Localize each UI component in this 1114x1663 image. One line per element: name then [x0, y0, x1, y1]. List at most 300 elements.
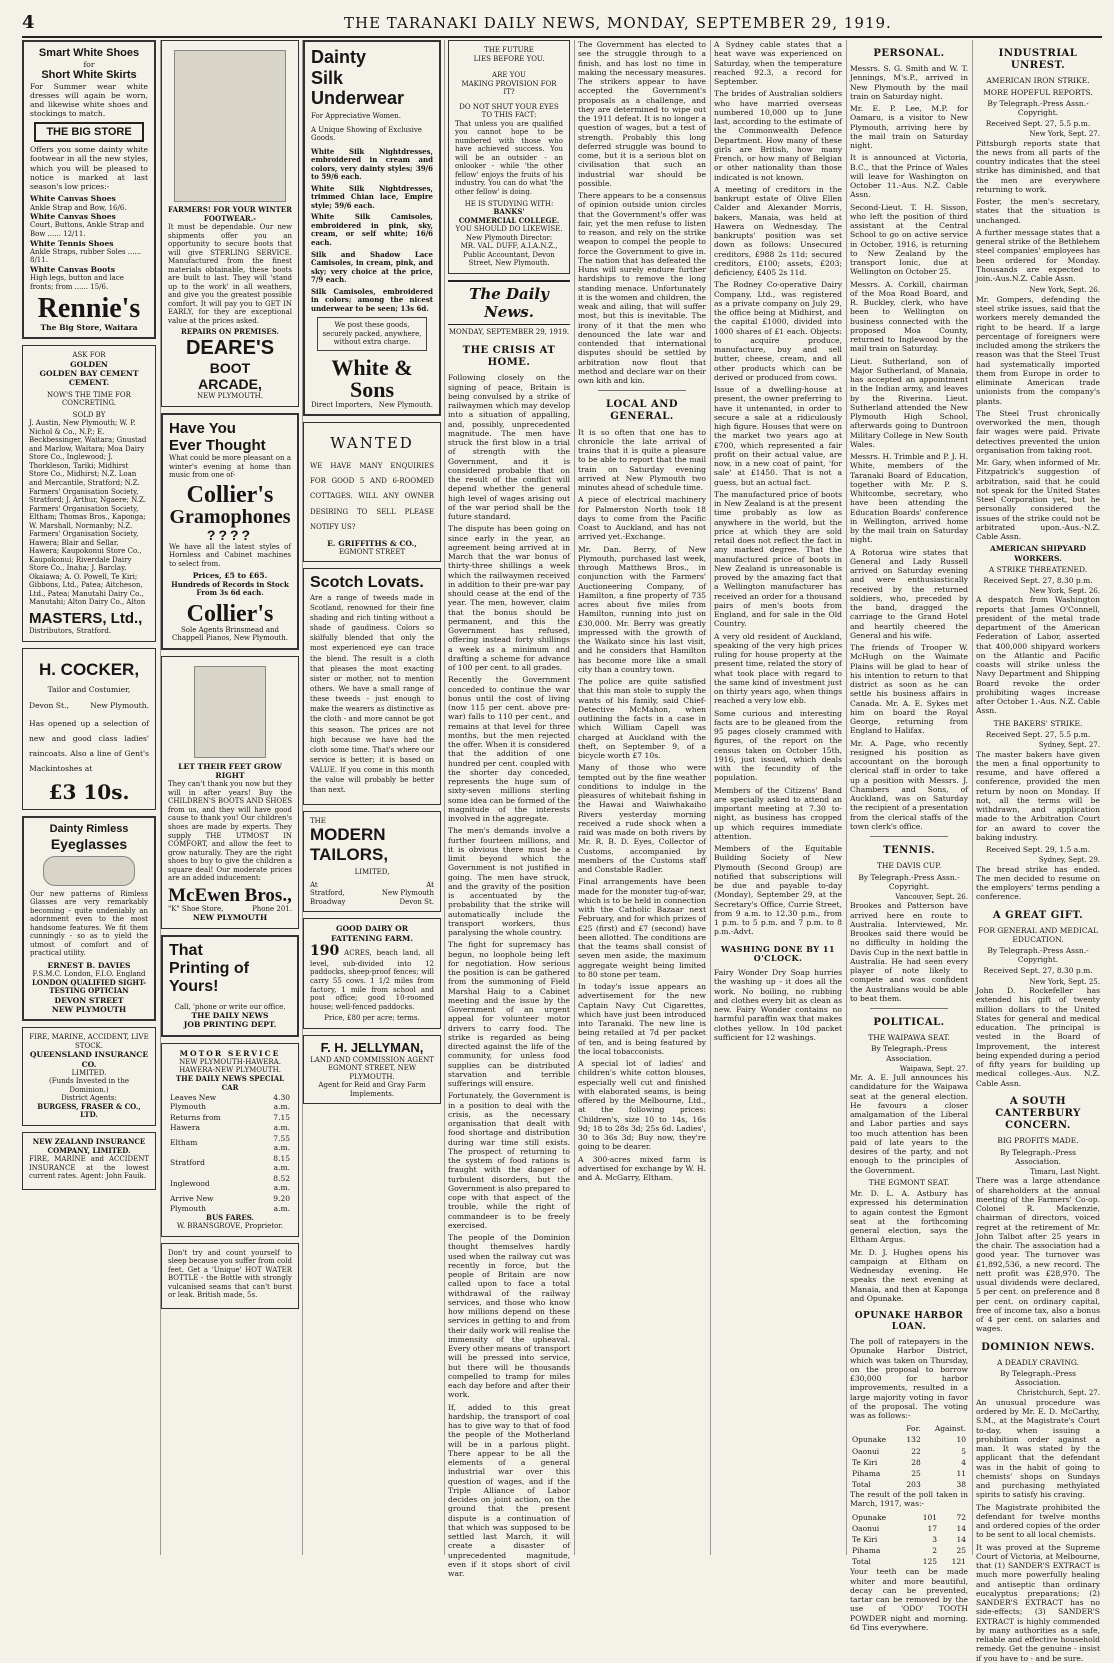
news-paragraph: A 300-acres mixed farm is advertised for exchange by W. H. and A. McGarry, Eltham.	[578, 1154, 706, 1183]
stop-name: Inglewood	[170, 1178, 210, 1188]
schedule-row	[168, 1173, 292, 1193]
credit-line: By Telegraph.-Press Assn.-Copyright.	[987, 98, 1089, 117]
poll-cell: 132	[906, 1435, 921, 1445]
ad-line: CEMENT.	[68, 378, 110, 388]
ads-column-2	[160, 40, 299, 1555]
scotch-lovats-ad	[303, 568, 441, 804]
tailors-locations	[310, 881, 434, 890]
received-line: Received Sept. 27, 8.30 p.m.	[983, 575, 1093, 585]
subhead: AMERICAN SHIPYARD WORKERS.	[990, 544, 1086, 563]
ad-line: Sole Agents Brinsmead and Chappell Pianos, New Plymouth.	[171, 625, 289, 643]
news-paragraph: Pittsburgh reports state that the news from all parts of the country indicates that the steel strike has diminished, and that the men are everywhere returning to work.	[976, 138, 1100, 194]
subhead: A DEADLY CRAVING.	[996, 1357, 1080, 1367]
masters-brand: MASTERS, Ltd.,	[29, 609, 143, 627]
poll-cell: 203	[906, 1480, 921, 1489]
received-line: Received Sept. 27, 8.30 p.m.	[983, 966, 1093, 976]
news-paragraph: Mr. D. J. Hughes opens his campaign at Eltham on Wednesday evening. He speaks the next evening at Manaia, and then at Kaponga and Opunake.	[850, 1247, 968, 1303]
editorial-paragraph: Following closely on the signing of peace, Britain is being convulsed by a strike of railwaymen which may develop into a situation of appalling, and, possibly, unprecedented magnitude. The men have struck the first blow in a trial of strength with the Government, and it is considered probable that on the result of the conflict will depend whether the general high level of wages arising out of the war period shall be the future standard.	[448, 373, 570, 521]
stop-time: 7.55 a.m.	[273, 1133, 290, 1152]
poll-row	[850, 1457, 968, 1468]
ad-line: NEW PLYMOUTH.	[197, 392, 263, 401]
shoe-item	[30, 212, 148, 238]
shop-name: "K" Shoe Store,	[168, 904, 224, 913]
received-line: Received Sept. 27, 5.5 p.m.	[985, 729, 1091, 739]
white-sons-name: White & Sons	[331, 354, 413, 402]
motor-service-ad	[161, 1043, 299, 1237]
ad-line: COMMERCIAL COLLEGE.	[458, 215, 560, 225]
ad-heading: Printing of	[169, 959, 249, 977]
cocker-ad	[22, 648, 156, 810]
post-note: We post these goods, securely packed, anywhere, without extra charge.	[317, 317, 427, 351]
poll-cell: 72	[956, 1512, 966, 1522]
deares-ad	[161, 40, 299, 407]
editorial-title: THE CRISIS AT HOME.	[462, 344, 556, 369]
news-paragraph: Mr. D. L. A. Astbury has expressed his determination to again contest the Egmont seat at the forthcoming general election, says the Eltham Argus.	[850, 1189, 968, 1245]
agent-name: BURGESS, FRASER & CO., LTD.	[37, 1101, 141, 1120]
poll-col: Against.	[934, 1424, 966, 1434]
news-paragraph: A very old resident of Auckland, speaking of the very high prices ruling for house property at the present time, related the story of what took place with regard to the same kind of investment just on thirty years ago, when things reached a very low ebb.	[714, 631, 842, 706]
news-paragraph: Mr. Dan. Berry, of New Plymouth, purchased last week, through Matthews Bros., in conjunction with the Farmers' Auctioneering Company, of Hamilton, a fine property of 735 acres about five miles from Hamilton, running into just on £30,000. Mr. Berry was greatly impressed with the growth of the Waikato since his last visit, and he considers that Hamilton has become more like a small city than a country town.	[578, 544, 706, 674]
jellyman-ad	[303, 1035, 441, 1105]
ad-heading: That	[169, 941, 203, 959]
news-paragraph: The result of the poll taken in March, 1917, was:-	[850, 1490, 968, 1509]
poll-cell: Total	[852, 1480, 871, 1489]
poll-cell: 38	[956, 1480, 966, 1489]
poll-cell: 3	[932, 1534, 938, 1544]
poll-cell: 25	[911, 1468, 921, 1478]
news-paragraph: Your teeth can be made whiter and more beautiful, decay can be prevented, tartar can be removed by the use of 'ODO' TOOTH POWDER night and morning. 6d Tins everywhere.	[850, 1567, 968, 1632]
editorial-paragraph: Fortunately, the Government is in a position to deal with the crisis, as the necessary organisation that dealt with food shortage and distribution during war time still exists. The prospect of returning to the system of food rations is fraught with the danger of turbulent disorders, but the Government is also prepared to cope with that aspect of the trouble, while the right of commandeer is to be freely exercised.	[448, 1091, 570, 1230]
ad-heading: Smart White Shoes	[38, 47, 140, 59]
ad-body: WE HAVE MANY ENQUIRIES FOR GOOD 5 AND 6-ROOMED COTTAGES. WILL ANY OWNER DESIRING TO SELL PLEASE NOTIFY US?	[310, 461, 434, 532]
news-paragraph: A further message states that a general strike of the Bethlehem steel companies' employees has been ordered for Monday. Thousands are expected to join.-Aus.N.Z. Cable Assn.	[976, 227, 1100, 284]
schedule-row	[168, 1133, 292, 1153]
subhead: FOR GENERAL AND MEDICAL EDUCATION.	[978, 925, 1098, 945]
shoe-item	[30, 265, 148, 291]
banks-college-ad	[448, 40, 570, 274]
ad-body: It must be dependable. Our new shipments offer you an opportunity to secure boots that will give STERLING SERVICE. Manufactured from the finest materials obtainable, these boots are built to last. They will 'stand up to the work' in all weathers, and give you the greatest possible comfort. It will pay you to GET IN EARLY, for they are exceptional value at the prices asked.	[168, 223, 292, 325]
ad-body: What could be more pleasant on a winter's evening at home than music from one of-	[169, 454, 291, 480]
ad-line: THE FUTURE	[484, 46, 534, 54]
news-paragraph: A Sydney cable states that a heat wave was experienced on Saturday, when the temperature reached 92.3, a record for September.	[714, 40, 842, 86]
colliers-name: Collier's	[186, 481, 274, 508]
editorial-column	[444, 40, 573, 1578]
news-paragraph: Mr. A. Page, who recently resigned his position as accountant on the borough clerical staff in order to take up a position with Messrs. J. Chambers and Sons, of Auckland, was on Saturday the recipient of a presentation from the clerical staffs of the town clerk's office.	[850, 738, 968, 831]
poll-results-table	[850, 1423, 968, 1490]
news-paragraph: Final arrangements have been made for the monster tug-of-war, which is to be held in connection with the Catholic Bazaar next February, and for which prizes of £25 (first) and £7 (second) have been allotted. The conditions are that the teams shall consist of seven men aside, the maximum aggregate weight being limited to 80 stone per team.	[578, 877, 706, 979]
big-store-logo: THE BIG STORE	[34, 122, 144, 143]
news-paragraph: Fairy Wonder Dry Soap hurries the washing up - it does all the work. No boiling, no rubbing and clothes every bit as clean as new. Fairy Wonder contains no harmful paraffin wax that makes clothes yellow. In 10d packet sufficient for 12 washings.	[714, 968, 842, 1042]
editorial-paragraph: There appears to be a consensus of opinion outside union circles that the Government's offer was fair, yet the men refuse to listen to reason, and rely on the strike weapon to compel the people to force the Government to give in. The nation that has defeated the Huns will surely endure further hardships to remove the long standing menace. Unfortunately it is the women and children, the weak and ailing, that will suffer most, but this is inevitable. The irony of it that the men who denounced the late war and contended that international disputes should be settled by arbitration now flout that method and declare war on their own kith and kin.	[578, 191, 706, 385]
ad-heading: Eyeglasses	[50, 835, 128, 852]
industrial-column	[972, 40, 1103, 1663]
credit-line: By Telegraph.-Press Association.	[999, 1147, 1076, 1166]
section-title: POLITICAL.	[873, 1017, 945, 1029]
product-name: Gramophones	[169, 505, 291, 528]
mcewen-ad	[161, 656, 299, 929]
editorial-paragraph: The dispute has been going on since early in the year, an agreement being arrived at in March that the war bonus of thirty-three shillings a week which the railwaymen received in addition to their pre-war pay should cease at the end of the year. The men, however, claim that the bonus should be permanent, and this the Government has refused, offering instead forty shillings a week as a minimum and drafting a scheme for advance of 100 per cent. to all grades.	[448, 524, 570, 672]
ads-column-3	[302, 40, 441, 1555]
ad-line: ASK FOR	[72, 351, 106, 360]
poll-cell: 5	[961, 1446, 966, 1456]
received-line: Received Sept. 27, 5.5 p.m.	[985, 118, 1091, 128]
stop-name: Stratford	[170, 1158, 205, 1168]
section-title: INDUSTRIAL UNREST.	[998, 48, 1078, 72]
ad-line: THE	[310, 816, 326, 825]
news-column-5	[574, 40, 709, 1555]
ad-line: YOU SHOULD DO LIKEWISE.	[455, 225, 563, 234]
ad-offer: Offers you some dainty white footwear in all the new styles, which you will be pleased to notice is marked at last season's low prices:-	[30, 145, 148, 192]
poll-cell: Oaonui	[852, 1446, 880, 1456]
dateline: New York, Sept. 26.	[1029, 286, 1100, 295]
ad-line: SOLD BY	[72, 410, 106, 419]
ad-line: MAKING PROVISION FOR IT?	[461, 79, 557, 97]
section-title: WASHING DONE BY 11 O'CLOCK.	[720, 943, 836, 964]
schedule-row	[168, 1092, 292, 1112]
ad-heading: TAILORS,	[310, 844, 389, 864]
stop-name: Leaves New Plymouth	[170, 1093, 217, 1112]
optician-town: NEW PLYMOUTH	[51, 1005, 127, 1014]
news-paragraph: A meeting of creditors in the bankrupt estate of Olive Ellen Calder and Alexander Morris, bakers, Manaia, was held at Hawera on Wednesday. The bankrupts' position was set down as follows: Unsecured creditors, £988 2s 11d; secured creditors, £100; assets, £203; deficiency, £405 2s 11d.	[714, 184, 842, 277]
rennies-ad	[22, 40, 156, 339]
ad-line: FIRE, MARINE, ACCIDENT, LIVE STOCK.	[29, 1033, 149, 1050]
phone-number: Phone 201.	[252, 904, 292, 913]
ad-line: New Plymouth Director:	[465, 233, 553, 242]
news-paragraph: The poll of ratepayers in the Opunake Harbor District, which was taken on Thursday, on the proposal to borrow £30,000 for harbor improvements, resulted in a large majority voting in favor of the proposal. The voting was as follows:-	[850, 1337, 968, 1421]
deares-name: DEARE'S	[185, 336, 275, 359]
editorial-paragraph: The men's demands involve a further fourteen millions, and it is obvious there must be a limit beyond which the Government is not justified in going. The men have struck, and the gravity of the position is accentuated by the probability that the strike will automatically include the transport workers, thus paralysing the whole country.	[448, 826, 570, 937]
ads-column-1	[22, 40, 156, 1555]
news-paragraph: Lieut. Sutherland, son of Major Sutherland, of Manaia, has accepted an appointment in the Indian army, and leaves by the Riverina. Lieut. Sutherland attended the New Plymouth High School, afterwards going to Duntroon Military College in New South Wales.	[850, 356, 968, 449]
ad-body: Our new patterns of Rimless Glasses are very remarkably becoming - quite undeniably an adornment even to the most handsome features. We fit them cunningly - so as to yield the utmost of comfort and of practical utility.	[30, 889, 148, 958]
ad-line: At	[310, 880, 318, 889]
ad-line: LIMITED,	[354, 868, 390, 877]
editorial-paragraph: Recently the Government conceded to continue the war bonus until the cost of living (now 115 per cent. above pre-war) falls to 110 per cent., and remains at that level for three months, but the men rejected the offer. When it is considered that the addition of one hundred per cent. coupled with the shorter day conceded, represents the huge sum of sixty-seven millions sterling some idea can be formed of the magnitude of the interests involved in the aggregate.	[448, 675, 570, 823]
eyeglasses-illustration	[43, 856, 135, 886]
subhead: AMERICAN IRON STRIKE.	[986, 76, 1090, 86]
motor-schedule	[168, 1092, 292, 1214]
schedule-row	[168, 1153, 292, 1173]
subhead: THE WAIPAWA SEAT.	[868, 1033, 950, 1043]
stop-time: 9.20 a.m.	[273, 1194, 290, 1213]
ad-line: BANKS'	[493, 207, 525, 217]
page-number: 4	[22, 12, 35, 33]
personal-column	[846, 40, 971, 1632]
ad-line: Hundreds of Records in Stock From 3s 6d each.	[171, 579, 289, 598]
dateline: Waipawa, Sept. 27.	[899, 1064, 968, 1073]
ad-body: FIRE, MARINE and ACCIDENT INSURANCE at the lowest current rates. Agent: John Fauik.	[29, 1155, 149, 1181]
stop-name: Arrive New Plymouth	[170, 1194, 214, 1213]
poll-cell: Opunake	[852, 1512, 887, 1522]
news-paragraph: A Rotorua wire states that General and Lady Russell arrived on Saturday evening and were enthusiastically received by the returned soldiers, who, preceded by the band, dragged the carriage to the Grand Hotel and heartily cheered the General and his wife.	[850, 547, 968, 640]
poll-row	[850, 1512, 968, 1523]
child-illustration	[194, 666, 266, 758]
optician-quals: F.S.M.C. London, F.I.O. England	[32, 970, 146, 979]
editorial-paragraph: If, added to this great hardship, the transport of coal has to give way to that of food the people of the Motherland will be in a parlous plight. There appear to be all the elements of a general industrial war over this question of wages, and if the Triple Alliance of Labor decides on joint action, on the ground that the present dispute is a continuation of that which was supposed to be settled last March, it will create a disaster of unprecedented magnitude, even if it stops short of civil war.	[448, 1402, 570, 1578]
news-paragraph: Some curious and interesting facts are to be gleaned from the 95 pages closely crammed with figures, of the report on the census taken on October 15th, 1916, just issued, which deals with the fecundity of the population.	[714, 708, 842, 783]
ad-body: They can't thank you now but they will in after years! Buy the CHILDREN'S BOOTS AND SHOES from us, and they will have good cause to thank you! Our children's shoes are made by experts. They supply THE UTMOST IN COMFORT, and allow the feet to grow naturally. They are the right shoes to buy to give the children a square deal! Our moderate prices are an added inducement:	[168, 780, 292, 883]
ad-line: Broadway	[310, 897, 346, 906]
news-paragraph: Mr. A. E. Jull announces his candidature for the Waipawa seat at the general election. He favours a closer amalgamation of the Liberal and Labor parties and says too much attention has been paid of late years to the desires of the party, and not enough to the principles of the Government.	[850, 1073, 968, 1175]
poll-row	[850, 1545, 968, 1556]
item-desc: Court, Buttons, Ankle Strap and Bow ...... 12/11.	[30, 221, 145, 238]
ad-line: LIMITED.	[71, 1068, 107, 1077]
poll-col	[850, 1423, 899, 1434]
ad-intro: For Summer wear white dresses will again be worn, and likewise white shoes and stockings to match.	[30, 81, 148, 119]
colliers-ad	[161, 413, 299, 650]
cocker-body: Has opened up a selection of new and good class ladies' raincoats. Also a line of Gent's Mackintoshes at	[29, 718, 149, 774]
credit-line: By Telegraph.-Press Assn.-Copyright.	[987, 946, 1089, 965]
poll-results-table-1917	[850, 1512, 968, 1568]
tailors-locations	[310, 898, 434, 907]
news-paragraph: The friends of Trooper W. McHugh on the Waimate Plains will be glad to hear of his intention to return to that district as soon as he can settle his business affairs in Canada. Mr. A. E. Sykes met him on board the Royal George, returning from England to Halifax.	[850, 643, 968, 736]
cocker-name: H. COCKER,	[38, 659, 140, 679]
modern-tailors-ad	[303, 811, 441, 913]
printing-ad	[161, 935, 299, 1037]
shoe-item	[30, 194, 148, 212]
ad-line: BOOT	[209, 359, 251, 376]
ad-line: New Plymouth	[381, 889, 434, 898]
shoe-item	[30, 239, 148, 265]
poll-cell: 10	[956, 1435, 966, 1445]
ad-heading: Yours!	[169, 978, 219, 996]
ad-intro: A Unique Showing of Exclusive Goods.	[311, 125, 422, 143]
stop-time: 8.15 a.m.	[273, 1153, 290, 1173]
ad-body: ACRES, beach land, all level, sub-divided into 12 paddocks, sheep-proof fences; will carry 55 cows. 1 1/2 miles from factory, 1 mile from school and post office; good 10-roomed house; well-fenced paddocks.	[310, 948, 434, 1011]
news-paragraph: Mr. E. P. Lee, M.P. for Oamaru, is a visitor to New Plymouth, arriving here by the mail train on Saturday night.	[850, 104, 968, 151]
poll-cell: 22	[911, 1446, 921, 1456]
insurer-name: QUEENSLAND INSURANCE CO.	[29, 1050, 149, 1069]
ad-body: LAND AND COMMISSION AGENT EGMONT STREET, NEW PLYMOUTH.	[310, 1055, 434, 1081]
subhead: A STRIKE THREATENED.	[988, 564, 1088, 574]
dateline: New York, Sept. 25.	[1029, 977, 1100, 986]
dateline: Christchurch, Sept. 27.	[1017, 1389, 1100, 1398]
subhead: BIG PROFITS MADE.	[997, 1136, 1079, 1146]
news-paragraph: It was proved at the Supreme Court of Victoria, at Melbourne, that (1) SANDER'S EXTRACT is much more powerfully healing and antiseptic than ordinary eucalyptus preparations; (2) SANDER'S EXTRACT has no side-effects; (3) SANDER'S EXTRACT is highly commended by many authorities as a safe, reliable and effective household remedy. Get the genuine - insist if you have to - and be sure.	[976, 1542, 1100, 1663]
eyeglasses-ad	[22, 816, 156, 1021]
poll-cell: 14	[956, 1534, 966, 1544]
mcewen-name: McEwen Bros.,	[168, 884, 292, 906]
credit-line: By Telegraph.-Press Association.	[870, 1044, 947, 1063]
poll-cell: Total	[852, 1557, 871, 1567]
ad-line: ????	[206, 526, 254, 543]
ad-heading: Dainty Rimless	[49, 822, 129, 835]
news-paragraph: A piece of electrical machinery for Palmerston North took 18 days to come from the Pacific Coast to Auckland, and has not arrived yet.-Exchange.	[578, 495, 706, 542]
stockists-list: J. Austin, New Plymouth; W. P. Nichol & Co., N.P.; E. Beckbessinger, Waitara; Gnustad and Marlow, Waitara; Moa Dairy Store Co., Inglewood; J. Thorkleson, Tariki; Midhirst Store Co., Midhirst; N.Z. Loan and Mercantile, Stratford; N.Z. Farmers' Organisation Society, Stratford; J. Arthur, Ngaere; N.Z. Farmers' Organisation Society, Eltham; Thomas Bros., Kaponga; W. Marshall, Normanby; N.Z. Farmers' Organisation Society, Hawera; Blair and Sellar, Hawera; Kaupokonui Store Co., Kaupokonui; Riverdale Dairy Store Co., Inaha; J. Barclay, Okaiawa; A. O. Powell, Te Kiri; Gibbons, Ltd., Patea; Aitcheson, Ltd., Patea; Manutahi Dairy Co., Manutahi; Alton Dairy Co., Alton	[29, 419, 147, 607]
rennies-name: Rennie's	[37, 293, 141, 325]
ad-body: Don't try and count yourself to sleep because you suffer from cold feet. Get a 'Unique' HOT WATER BOTTLE - the Bottle with strongly vulcanised seams that can't burst or leak. British made, 5s.	[168, 1248, 292, 1300]
ad-line: Stratford,	[310, 889, 345, 898]
poll-header-row	[850, 1423, 968, 1434]
section-title: DOMINION NEWS.	[981, 1341, 1095, 1353]
news-paragraph: Brookes and Patterson have arrived here en route to Australia. Interviewed, Mr. Brookes said there would be no difficulty in holding the Davis Cup in the next battle in Australia. He had seen every player of note likely to compete and was confident the Australians would be able to beat them.	[850, 901, 968, 1003]
poll-cell: 17	[927, 1523, 938, 1533]
schedule-row	[168, 1193, 292, 1213]
news-paragraph: Messrs. A. Corkill, chairman of the Moa Road Board, and R. Buckley, clerk, who have been to Wellington on business connected with the proposed Moa County, returned to Inglewood by the mail train on Saturday.	[850, 279, 968, 354]
agent-name: F. H. JELLYMAN,	[320, 1039, 424, 1055]
ad-line: New Plymouth.	[378, 400, 433, 409]
silk-underwear-ad	[303, 40, 441, 416]
poll-cell: 25	[956, 1546, 966, 1556]
poll-cell: 121	[951, 1557, 966, 1567]
ad-line: W. BRANSGROVE, Proprietor.	[176, 1222, 284, 1231]
poll-cell: 2	[932, 1546, 938, 1556]
ad-note: NOW'S THE TIME FOR CONCRETING.	[47, 390, 131, 408]
poll-cell: 4	[961, 1457, 966, 1467]
section-title: LOCAL AND GENERAL.	[605, 399, 679, 423]
insurer-name: NEW ZEALAND INSURANCE COMPANY, LIMITED.	[32, 1137, 146, 1155]
wanted-title: WANTED	[330, 434, 414, 453]
ad-line: HE IS STUDYING WITH:	[464, 199, 554, 208]
ad-heading: Scotch Lovats.	[310, 574, 424, 592]
ad-line: DO NOT SHUT YOUR EYES TO THIS FACT:	[459, 102, 559, 120]
ad-line: ARE YOU	[492, 71, 526, 80]
address-town: New Plymouth.	[90, 700, 149, 710]
price-range: Prices, £5 to £65.	[192, 571, 268, 581]
poll-cell: Pihama	[852, 1468, 881, 1478]
news-paragraph: The bread strike has ended. The men decided to resume on the employers' terms pending a conference.	[976, 864, 1100, 902]
silk-item: White Silk Camisoles, embroidered in pink, sky, cream, or self white; 16/6 each.	[311, 212, 433, 247]
item-desc: High legs, button and lace fronts; from ...... 15/6.	[30, 274, 124, 291]
news-paragraph: Mr. Gompers, defending the steel strike issues, said that the workers merely demanded the right to be heard. If a large percentage of foreigners were included among the strikers the reason was that the Steel Trust had systematically imported them from Europe in order to eliminate American trade unionists from the company's plants.	[976, 294, 1100, 406]
silk-item: Silk Camisoles, embroidered in colors; among the nicest underwear to be seen; 13s 6d.	[311, 286, 433, 313]
ad-line: REPAIRS ON PREMISES.	[181, 327, 279, 337]
stop-time: 7.15 a.m.	[273, 1113, 290, 1132]
poll-row	[850, 1434, 968, 1445]
stop-name: Eltham	[170, 1138, 198, 1148]
news-paragraph: It is so often that one has to chronicle the late arrival of trains that it is quite a pleasure to be able to report that the mail train on Saturday evening arrived at New Plymouth two minutes ahead of schedule time.	[578, 427, 706, 493]
tailors-locations	[310, 889, 434, 898]
poll-cell: Oaonui	[852, 1523, 880, 1533]
subhead: MORE HOPEFUL REPORTS.	[983, 87, 1093, 97]
item-name: White Tennis Shoes	[30, 238, 114, 248]
section-divider	[870, 1008, 948, 1009]
item-desc: Ankle Straps, rubber Soles ...... 8/11.	[30, 247, 142, 265]
ad-line: BUS FARES.	[206, 1212, 254, 1222]
ad-heading-connector: for	[83, 59, 95, 69]
dateline: Vancouver, Sept. 26.	[895, 892, 968, 901]
editorial-paragraph: The people of the Dominion thought themselves hardly used when the railway cut was recently in force, but the people of Britain are now called upon to face a total withdrawal of the railway services, and those who know how millions depend on these services in getting to and from their daily work will realise the immensity of the upheaval. Every other means of transport will be pressed into service, but there will be thousands compelled to tramp for miles each day before and after their work.	[448, 1233, 570, 1400]
ad-line: THE DAILY NEWS SPECIAL CAR	[175, 1074, 285, 1092]
ad-line: GOLDEN	[70, 359, 108, 369]
masthead	[22, 10, 1102, 38]
address-street: Devon St.,	[29, 700, 69, 710]
dairy-farm-ad	[303, 918, 441, 1028]
ad-line: JOB PRINTING DEPT.	[183, 1020, 277, 1030]
poll-cell: 14	[956, 1523, 966, 1533]
masters-sub: Distributors, Stratford.	[29, 627, 112, 636]
section-divider	[870, 836, 948, 837]
editorial-paragraph: The fight for supremacy has begun, no loophole being left for negotiation. How serious the position is can be gathered from the summoning of Field Marshal Haig to a Cabinet meeting and the issue by the Government of an urgent appeal for volunteer motor drivers to carry food. The strike is regarded as being directed against the life of the community, for unless food supplies can be distributed starvation and terrible sufferings will ensure.	[448, 940, 570, 1088]
poll-cell: Te Kiri	[852, 1534, 878, 1544]
newspaper-title: THE TARANAKI DAILY NEWS, MONDAY, SEPTEMBER 29, 1919.	[344, 14, 892, 32]
ad-line: GOLDEN BAY CEMENT	[39, 369, 139, 379]
item-name: White Canvas Shoes	[30, 194, 116, 204]
item-name: White Canvas Shoes	[30, 212, 116, 222]
agent-name: E. GRIFFITHS & CO.,	[327, 538, 417, 548]
ad-caption: FARMERS! FOR YOUR WINTER FOOTWEAR.-	[168, 205, 292, 223]
news-paragraph: John D. Rockefeller has extended his gift of twenty million dollars to the United States for general and medical education. The principal is vested in the Board of Improvement, the interest being expended during a period of fifty years for building up medical colleges.-Aus. N.Z. Cable Assn.	[976, 986, 1100, 1088]
news-paragraph: Messrs. H. Trimble and P. J. H. White, members of the Taranaki Board of Education, together with Mr. P. S. Whitcombe, secretary, who have been attending the Education Boards' conference in Wellington, arrived home by the mail train on Saturday night.	[850, 452, 968, 545]
ad-price: Price, £80 per acre; terms.	[324, 1014, 420, 1023]
poll-cell: Opunake	[852, 1435, 887, 1445]
silk-item: White Silk Nightdresses, embroidered in cream and colors, very dainty styles; 39/6 to 59/6 each.	[311, 146, 433, 182]
cocker-price: £3 10s.	[48, 779, 130, 804]
ad-heading: Short White Skirts	[41, 68, 137, 81]
silk-item: White Silk Nightdresses, trimmed Chian lace, Empire style; 59/6 each.	[311, 183, 433, 210]
news-paragraph: The Rodney Co-operative Dairy Company, Ltd., was registered as a private company on July 29, the office being at Midhirst, and the capital £1000, divided into 1000 shares of £1 each. Objects: to acquire produce, manufacture, buy and sell butter, cheese, cream, and all other products which can be derived or produced from cows.	[714, 280, 842, 382]
ad-heading: Underwear	[311, 88, 405, 109]
ad-line: NEW PLYMOUTH-HAWERA. HAWERA-NEW PLYMOUTH.	[179, 1057, 281, 1075]
news-paragraph: The police are quite satisfied that this man stole to supply the wants of his family, said Chief-Detective McMahon, when outlining the facts in a case in which William Capell was charged at Auckland with the theft, on September 9, of a bicycle worth £7 10s.	[578, 677, 706, 761]
dateline: Sydney, Sept. 27.	[1038, 741, 1100, 750]
news-paragraph: The master bakers have given the men a final opportunity to resume, and have offered a conference, provided the men return by noon on Monday. If not, all the terms will be withdrawn, and application made to the Arbitration Court for an award to cover the baking industry.	[976, 749, 1100, 842]
silk-item: Silk and Shadow Lace Camisoles, in cream, pink, and sky; very choice at the price, 7/9 each.	[311, 249, 433, 285]
acreage: 190	[310, 942, 340, 959]
ad-line: LIES BEFORE YOU.	[473, 54, 545, 63]
section-title: TENNIS.	[883, 845, 935, 857]
news-paragraph: Members of the Equitable Building Society of New Plymouth (Second Group) are notified that subscriptions will be due and payable to-day (Monday), September 29, at the Secretary's Office, Currie Street, from 9 a.m. to 12.30 p.m., from 1 p.m. to 5 p.m. and 7 p.m. to 8 p.m.-Advt.	[714, 844, 842, 937]
ad-heading: Silk	[311, 67, 344, 88]
poll-cell: 101	[922, 1512, 938, 1522]
news-paragraph: Second-Lieut. T. H. Sisson, who left the position of third assistant at the Central School to go on active service in October, 1916, is returning to New Zealand by the transport Ionic, due at Wellington on October 25.	[850, 202, 968, 277]
cement-ad	[22, 345, 156, 641]
subhead: THE EGMONT SEAT.	[868, 1177, 950, 1187]
received-line: Received Sept. 29, 1.5 a.m.	[985, 845, 1091, 855]
poll-cell: Pihama	[852, 1546, 881, 1556]
ad-body: We have all the latest styles of Hornless and Cabinet machines to select from.	[169, 542, 291, 568]
poll-cell: 125	[922, 1557, 938, 1567]
poll-row	[850, 1468, 968, 1479]
ad-body: That unless you are qualified you cannot hope to be numbered with those who have achieved success. You will be an outsider - an onlooker - while 'the other fellow' enjoys the fruits of his industry. You can do what 'the other fellow' is doing.	[455, 119, 563, 196]
poll-cell: Te Kiri	[852, 1457, 878, 1467]
ad-line: At	[426, 880, 434, 889]
poll-row	[850, 1556, 968, 1567]
optician-name: ERNEST B. DAVIES	[47, 960, 131, 970]
farmer-boot-illustration	[174, 50, 286, 202]
news-paragraph: Mr. Gary, when informed of Mr. Fitzpatrick's suggestion of arbitration, said that he could not speak for the United States Steel Corporation yet, but he personally considered the issues of the strike could not be arbitrated upon.-Aus.-N.Z. Cable Assn.	[976, 458, 1100, 542]
ad-heading: Have You	[169, 419, 236, 437]
ad-heading: MODERN	[310, 825, 386, 845]
news-paragraph: The manufactured price of boots in New Zealand is at the present time probably as low as anywhere in the world, but the price at which they are sold retail does not reflect the fact in any marked degree. That the manufactured price of boots in New Zealand is unreasonable is proved by the amazing fact that a Wellington manufacturer has received an order for a thousand pairs of men's boots from England, and for sale in the Old Country.	[714, 489, 842, 629]
wanted-ad	[303, 422, 441, 562]
editorial-date: MONDAY, SEPTEMBER 29, 1919.	[448, 328, 570, 337]
poll-cell: 28	[911, 1457, 921, 1467]
dateline: New York, Sept. 26.	[1029, 586, 1100, 595]
news-paragraph: There was a large attendance of shareholders at the annual meeting of the Farmers' Co-op. Colonel R. Mackenzie, chairman of directors, voiced regret at the retirement of Mr. John Talbot after 25 years in the chair. The association had a good year. The turnover was £1,892,536, a new record. The nett profit was £28,970. The usual dividends were declared, 5 per cent. on preference and 8 per cent. on ordinary capital, free of income tax, also a bonus of 4 per cent. on salaries and wages.	[976, 1176, 1100, 1334]
credit-line: By Telegraph.-Press Assn.-Copyright.	[858, 872, 960, 891]
poll-row	[850, 1479, 968, 1490]
ad-line: ARCADE,	[198, 376, 262, 393]
section-title: A GREAT GIFT.	[992, 909, 1084, 921]
ad-line: THE DAILY NEWS	[191, 1011, 269, 1021]
ad-line: Call, 'phone or write our office.	[174, 1002, 286, 1011]
news-paragraph: Messrs. S. G. Smith and W. T. Jennings, M's.P., arrived in New Plymouth by the mail train on Saturday night.	[850, 64, 968, 101]
news-paragraph: Foster, the men's secretary, states that the situation is unchanged.	[976, 197, 1100, 225]
dateline: Sydney, Sept. 29.	[1038, 856, 1100, 865]
schedule-row	[168, 1112, 292, 1132]
colliers-name: Collier's	[186, 600, 274, 627]
news-paragraph: An unusual procedure was ordered by Mr. E. D. McCarthy, S.M., at the Magistrate's Court to-day, when issuing a prohibition order against a man. It was stated by the applicant that the defendant was in the habit of going to chemists' shops on Sundays and purchasing methylated spirits to satisfy his craving.	[976, 1397, 1100, 1500]
subhead: THE DAVIS CUP.	[876, 861, 942, 871]
editorial-paragraph: The Government has elected to see the struggle through to a finish, and has lost no time in making the necessary measures. The strikers appear to have accepted the Government's proposals as a challenge, and they are determined to wipe out the 1911 defeat. It is no longer a question of wages, but a test of strength. Probably this long deferred struggle was bound to come, but it is a serious blot on civilisation that such an industrial war should be possible.	[578, 40, 706, 188]
hot-water-bottle-ad	[161, 1243, 299, 1309]
poll-row	[850, 1523, 968, 1534]
news-paragraph: A despatch from Washington reports that James O'Connell, president of the metal trade department of the American Federation of Labor, asserted that 400,000 shipyard workers on the Atlantic and Pacific coasts will strike unless the Navy Department and Shipping Board revoke the order prohibiting wages increase after October 1.-Aus. N.Z. Cable Assn.	[976, 595, 1101, 716]
news-paragraph: The Magistrate prohibited the defendant for twelve months and ordered copies of the order to be sent to all local chemists.	[976, 1502, 1100, 1540]
stop-time: 4.30 a.m.	[273, 1093, 290, 1112]
dateline: Timaru, Last Night.	[1030, 1167, 1100, 1176]
